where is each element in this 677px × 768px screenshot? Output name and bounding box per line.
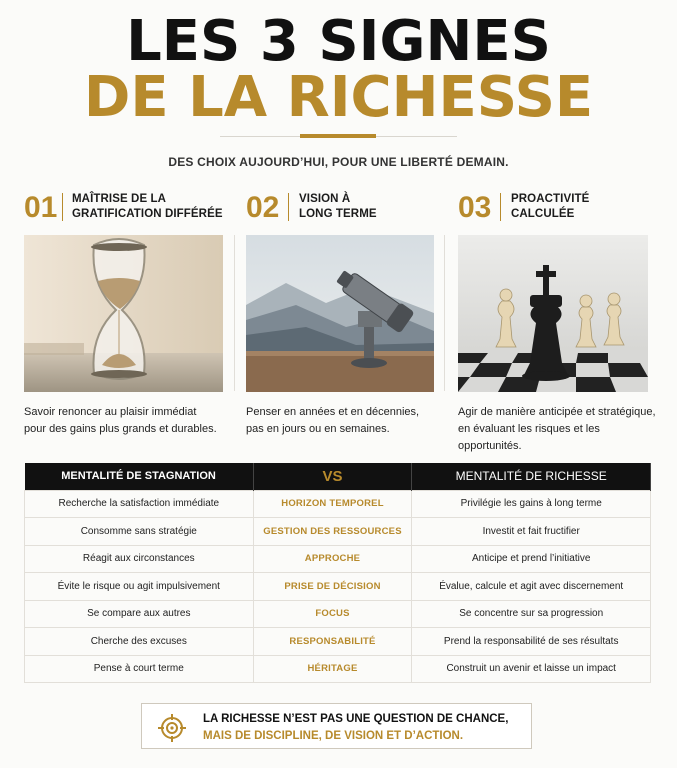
table-row: Consomme sans stratégie GESTION DES RESSOURCES Investit et fait fructifier bbox=[25, 518, 651, 546]
sign-number: 02 bbox=[246, 191, 280, 224]
header-richesse: MENTALITÉ DE RICHESSE bbox=[412, 463, 651, 490]
target-icon bbox=[158, 714, 186, 742]
sign-description: Savoir renoncer au plaisir immédiat pour des gains plus grands et durables. bbox=[24, 406, 217, 435]
chess-king-icon bbox=[458, 235, 648, 392]
divider-accent bbox=[300, 134, 376, 138]
sign-divider bbox=[288, 193, 289, 221]
comparison-header-row bbox=[25, 463, 651, 490]
table-row: Réagit aux circonstances APPROCHE Anticipe et prend l’initiative bbox=[25, 545, 651, 573]
column-separator bbox=[444, 235, 445, 391]
page-title-line1: LES 3 SIGNES bbox=[126, 9, 551, 74]
table-row: Se compare aux autres FOCUS Se concentre sur sa progression bbox=[25, 600, 651, 628]
table-row: Recherche la satisfaction immédiate HORIZON TEMPOREL Privilégie les gains à long terme bbox=[25, 490, 651, 518]
sign-title: PROACTIVITÉ CALCULÉE bbox=[511, 193, 590, 220]
page-subtitle: DES CHOIX AUJOURD’HUI, POUR UNE LIBERTÉ DEMAIN. bbox=[168, 155, 509, 169]
footer-quote bbox=[141, 703, 532, 749]
header-vs: VS bbox=[253, 463, 412, 490]
table-row: Évite le risque ou agit impulsivement PRISE DE DÉCISION Évalue, calcule et agit avec discernement bbox=[25, 573, 651, 601]
sign-title: VISION À LONG TERME bbox=[299, 193, 377, 220]
header-stagnation: MENTALITÉ DE STAGNATION bbox=[25, 463, 254, 490]
sign-number: 01 bbox=[24, 191, 58, 224]
sign-description: Agir de manière anticipée et stratégique, en évaluant les risques et les opportunités. bbox=[458, 406, 656, 452]
sign-number: 03 bbox=[458, 191, 492, 224]
sign-title: MAÎTRISE DE LA GRATIFICATION DIFFÉRÉE bbox=[72, 193, 223, 220]
sign-divider bbox=[500, 193, 501, 221]
column-separator bbox=[234, 235, 235, 391]
table-row: Cherche des excuses RESPONSABILITÉ Prend la responsabilité de ses résultats bbox=[25, 628, 651, 656]
sign-divider bbox=[62, 193, 63, 221]
table-row: Pense à court terme HÉRITAGE Construit un avenir et laisse un impact bbox=[25, 655, 651, 683]
sign-description: Penser en années et en décennies, pas en jours ou en semaines. bbox=[246, 406, 420, 435]
footer-line-2: MAIS DE DISCIPLINE, DE VISION ET D’ACTION. bbox=[203, 730, 464, 742]
footer-line-1: LA RICHESSE N’EST PAS UNE QUESTION DE CHANCE, bbox=[203, 713, 509, 725]
hourglass-icon bbox=[24, 235, 223, 392]
telescope-icon bbox=[246, 235, 434, 392]
page-title-line2: DE LA RICHESSE bbox=[83, 65, 594, 130]
comparison-table bbox=[24, 463, 651, 683]
